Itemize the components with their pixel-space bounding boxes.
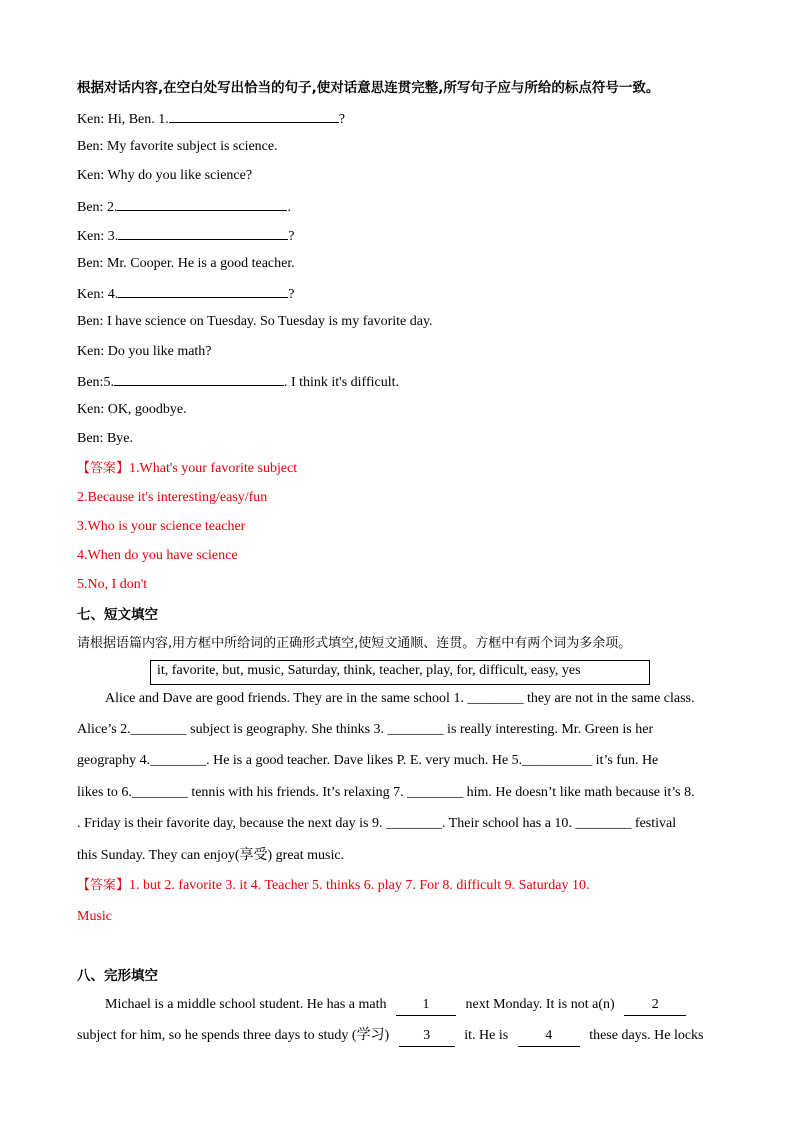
dialogue-line: Ben: Mr. Cooper. He is a good teacher. (77, 256, 295, 271)
passage-line-6: this Sunday. They can enjoy(享受) great music. (77, 848, 345, 863)
dialogue-line: Ben: 2. . (77, 196, 291, 218)
answer-line-2: 2.Because it's interesting/easy/fun (77, 490, 268, 505)
answer-tag: 【答案】 (77, 461, 130, 476)
section7-answer-line-2: Music (77, 909, 112, 924)
answer-blank[interactable] (169, 108, 339, 123)
passage-line-2: Alice’s 2.________ subject is geography. She thinks 3. ________ is really interesting. Mr. Green is her (77, 722, 654, 737)
dialogue-line: Ken: Why do you like science? (77, 168, 253, 183)
cloze-blank-3[interactable]: 3 (399, 1026, 455, 1047)
cloze-line-1: Michael is a middle school student. He has a math 1 next Monday. It is not a(n) 2 (105, 995, 686, 1016)
dialogue-line: Ken: OK, goodbye. (77, 402, 187, 417)
section7-heading: 七、短文填空 (77, 607, 158, 623)
dialogue-line: Ben: I have science on Tuesday. So Tuesday is my favorite day. (77, 314, 433, 329)
section6-instruction: 根据对话内容,在空白处写出恰当的句子,使对话意思连贯完整,所写句子应与所给的标点符号一致。 (77, 80, 660, 96)
word-box: it, favorite, but, music, Saturday, think, teacher, play, for, difficult, easy, yes (150, 660, 650, 685)
cloze-blank-1[interactable]: 1 (396, 995, 456, 1016)
answer-blank[interactable] (118, 283, 288, 298)
cloze-line-2: subject for him, so he spends three days to study (学习) 3 it. He is 4 these days. He locks (77, 1026, 704, 1047)
answer-blank[interactable] (117, 196, 287, 211)
answer-blank[interactable] (118, 225, 288, 240)
answer-line-3: 3.Who is your science teacher (77, 519, 246, 534)
cloze-blank-2[interactable]: 2 (624, 995, 686, 1016)
answer-blank[interactable] (114, 371, 284, 386)
section7-answer-line-1: 【答案】1. but 2. favorite 3. it 4. Teacher 5. thinks 6. play 7. For 8. difficult 9. Saturday 10. (77, 878, 590, 893)
passage-line-1: Alice and Dave are good friends. They are in the same school 1. ________ they are not in the same class. (105, 691, 695, 706)
cloze-blank-4[interactable]: 4 (518, 1026, 580, 1047)
answer-line-5: 5.No, I don't (77, 577, 148, 592)
dialogue-line: Ben:5. . I think it's difficult. (77, 371, 399, 393)
dialogue-line: Ben: My favorite subject is science. (77, 139, 278, 154)
passage-line-4: likes to 6.________ tennis with his friends. It’s relaxing 7. ________ him. He doesn’t like math because it’s 8. (77, 785, 695, 800)
answer-line-1: 【答案】1.What's your favorite subject (77, 461, 298, 476)
dialogue-line: Ken: Do you like math? (77, 344, 212, 359)
dialogue-line: Ken: Hi, Ben. 1. ? (77, 108, 345, 130)
passage-line-3: geography 4.________. He is a good teacher. Dave likes P. E. very much. He 5.__________ it’s fun. He (77, 753, 659, 768)
passage-line-5: . Friday is their favorite day, because the next day is 9. ________. Their school has a 10. ________ festival (77, 816, 677, 831)
dialogue-line: Ben: Bye. (77, 431, 133, 446)
section8-heading: 八、完形填空 (77, 968, 158, 984)
answer-line-4: 4.When do you have science (77, 548, 238, 563)
dialogue-line: Ken: 3. ? (77, 225, 294, 247)
section7-instruction: 请根据语篇内容,用方框中所给词的正确形式填空,使短文通顺、连贯。方框中有两个词为多余项。 (77, 636, 632, 651)
dialogue-line: Ken: 4. ? (77, 283, 294, 305)
